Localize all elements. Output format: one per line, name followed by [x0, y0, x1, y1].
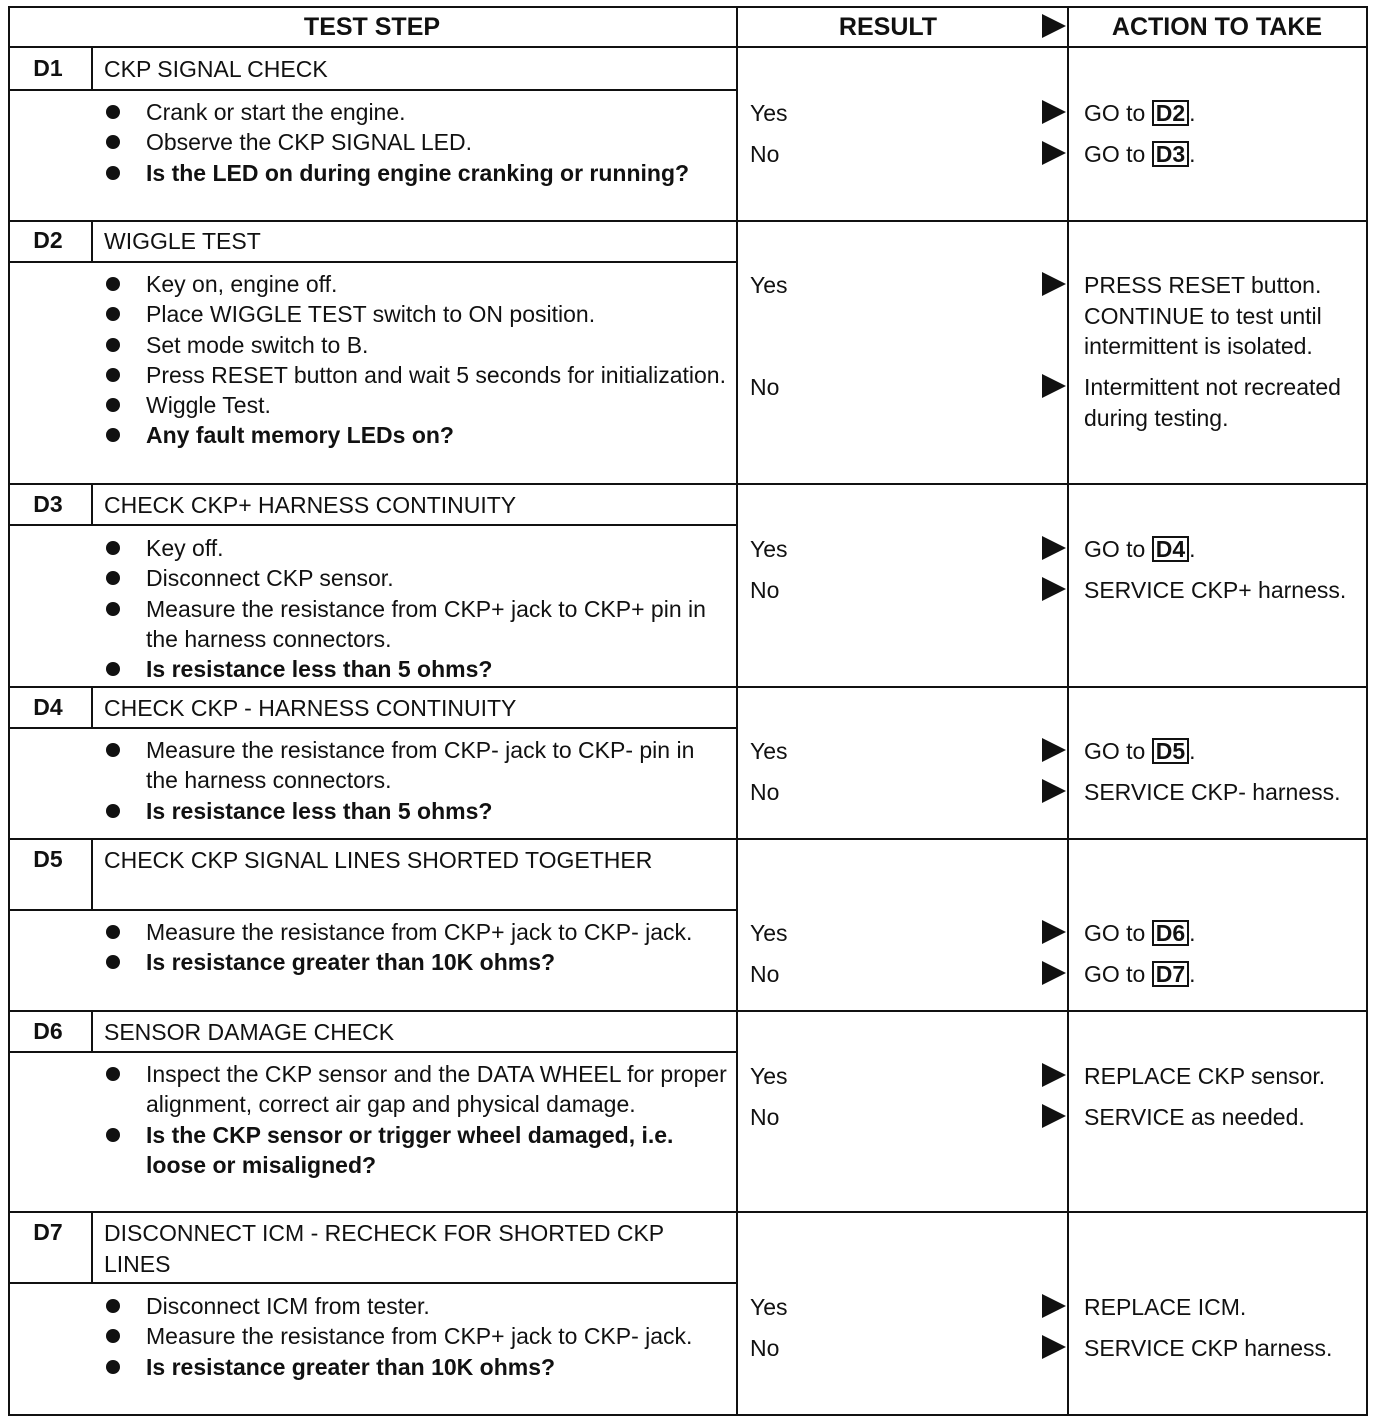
result-no: No	[750, 374, 780, 400]
action-text	[1084, 139, 1366, 170]
step-title: SENSOR DAMAGE CHECK	[104, 1019, 395, 1045]
result-no: No	[750, 779, 780, 805]
action-text	[1084, 98, 1366, 129]
action-punctuation: .	[1189, 536, 1196, 562]
result-arrow-icon	[1042, 141, 1066, 165]
action-text	[1084, 736, 1366, 767]
id-divider	[91, 838, 93, 909]
step-title: CHECK CKP - HARNESS CONTINUITY	[104, 695, 517, 721]
result-no: No	[750, 961, 780, 987]
action-text	[1084, 270, 1366, 362]
header-action: ACTION TO TAKE	[1111, 13, 1323, 41]
action-label: REPLACE CKP sensor.	[1084, 1063, 1326, 1089]
result-arrow-icon	[1042, 536, 1066, 560]
action-label: GO to	[1084, 738, 1152, 764]
result-no: No	[750, 141, 780, 167]
result-arrow-icon	[1042, 738, 1066, 762]
step-instruction: Set mode switch to B.	[100, 330, 732, 360]
step-instruction: Place WIGGLE TEST switch to ON position.	[100, 299, 732, 329]
id-divider	[91, 1010, 93, 1051]
step-title: WIGGLE TEST	[104, 228, 261, 254]
result-arrow-icon	[1042, 920, 1066, 944]
step-instructions	[100, 97, 732, 188]
result-yes: Yes	[750, 1063, 788, 1089]
result-yes: Yes	[750, 272, 788, 298]
title-underline	[8, 1051, 736, 1053]
result-arrow-icon	[1042, 961, 1066, 985]
step-instructions	[100, 533, 732, 684]
step-divider	[8, 1010, 1368, 1012]
result-arrow-icon	[1042, 100, 1066, 124]
action-label: PRESS RESET button. CONTINUE to test until intermittent is isolated.	[1084, 272, 1322, 359]
id-divider	[91, 483, 93, 524]
id-divider	[91, 220, 93, 261]
column-divider-result	[736, 6, 738, 1416]
step-id: D3	[33, 491, 63, 517]
step-title: CHECK CKP SIGNAL LINES SHORTED TOGETHER	[104, 847, 653, 873]
title-underline	[8, 524, 736, 526]
result-yes: Yes	[750, 920, 788, 946]
result-no: No	[750, 577, 780, 603]
id-divider	[91, 48, 93, 89]
step-title: DISCONNECT ICM - RECHECK FOR SHORTED CKP LINES	[104, 1220, 664, 1277]
action-punctuation: .	[1189, 100, 1196, 126]
header-result: RESULT	[838, 13, 938, 41]
result-yes: Yes	[750, 1294, 788, 1320]
result-arrow-icon	[1042, 577, 1066, 601]
step-question: Is resistance less than 5 ohms?	[100, 654, 732, 684]
step-instruction: Wiggle Test.	[100, 390, 732, 420]
title-underline	[8, 261, 736, 263]
step-reference: D5	[1152, 738, 1189, 764]
action-label: SERVICE CKP harness.	[1084, 1335, 1333, 1361]
id-divider	[91, 1211, 93, 1282]
step-instructions	[100, 1291, 732, 1382]
action-label: GO to	[1084, 141, 1152, 167]
title-underline	[8, 1282, 736, 1284]
step-instruction: Press RESET button and wait 5 seconds for initialization.	[100, 360, 732, 390]
step-divider	[8, 483, 1368, 485]
action-label: SERVICE as needed.	[1084, 1104, 1305, 1130]
action-text	[1084, 777, 1366, 808]
result-arrow-icon	[1042, 272, 1066, 296]
step-reference: D3	[1152, 141, 1189, 167]
step-id: D7	[33, 1219, 63, 1245]
step-question: Is resistance greater than 10K ohms?	[100, 1352, 732, 1382]
step-id: D1	[33, 55, 63, 81]
title-underline	[8, 89, 736, 91]
action-label: GO to	[1084, 100, 1152, 126]
title-underline	[8, 909, 736, 911]
step-instructions	[100, 1059, 732, 1180]
action-label: Intermittent not recreated during testing.	[1084, 374, 1341, 431]
step-question: Is the LED on during engine cranking or running?	[100, 158, 732, 188]
action-label: GO to	[1084, 961, 1152, 987]
step-instruction: Measure the resistance from CKP- jack to CKP- pin in the harness connectors.	[100, 735, 732, 796]
action-label: SERVICE CKP- harness.	[1084, 779, 1341, 805]
step-question: Any fault memory LEDs on?	[100, 420, 732, 450]
step-instruction: Crank or start the engine.	[100, 97, 732, 127]
action-label: GO to	[1084, 536, 1152, 562]
step-divider	[8, 686, 1368, 688]
header-rule	[8, 46, 1368, 48]
step-instruction: Inspect the CKP sensor and the DATA WHEEL for proper alignment, correct air gap and physical damage.	[100, 1059, 732, 1120]
header-arrow-icon	[1042, 14, 1066, 38]
action-text	[1084, 534, 1366, 565]
result-arrow-icon	[1042, 374, 1066, 398]
step-instruction: Disconnect ICM from tester.	[100, 1291, 732, 1321]
step-instruction: Measure the resistance from CKP+ jack to CKP- jack.	[100, 1321, 732, 1351]
step-instruction: Key on, engine off.	[100, 269, 732, 299]
step-reference: D7	[1152, 961, 1189, 987]
step-instruction: Disconnect CKP sensor.	[100, 563, 732, 593]
action-punctuation: .	[1189, 961, 1196, 987]
action-text	[1084, 1292, 1366, 1323]
action-text	[1084, 372, 1366, 433]
result-arrow-icon	[1042, 1063, 1066, 1087]
step-instructions	[100, 269, 732, 451]
step-divider	[8, 220, 1368, 222]
action-text	[1084, 918, 1366, 949]
action-text	[1084, 575, 1366, 606]
header-test-step: TEST STEP	[303, 13, 441, 41]
step-reference: D6	[1152, 920, 1189, 946]
action-punctuation: .	[1189, 141, 1196, 167]
table-border-right	[1366, 6, 1368, 1416]
table-border-bottom	[8, 1414, 1368, 1416]
action-label: REPLACE ICM.	[1084, 1294, 1247, 1320]
result-arrow-icon	[1042, 1104, 1066, 1128]
action-label: SERVICE CKP+ harness.	[1084, 577, 1347, 603]
step-question: Is resistance less than 5 ohms?	[100, 796, 732, 826]
result-no: No	[750, 1335, 780, 1361]
step-instructions	[100, 917, 732, 978]
result-arrow-icon	[1042, 779, 1066, 803]
action-punctuation: .	[1189, 920, 1196, 946]
action-punctuation: .	[1189, 738, 1196, 764]
result-arrow-icon	[1042, 1335, 1066, 1359]
action-text	[1084, 1061, 1366, 1092]
step-reference: D2	[1152, 100, 1189, 126]
column-divider-action	[1067, 6, 1069, 1416]
step-instruction: Observe the CKP SIGNAL LED.	[100, 127, 732, 157]
step-instruction: Measure the resistance from CKP+ jack to CKP- jack.	[100, 917, 732, 947]
step-divider	[8, 1211, 1368, 1213]
action-text	[1084, 1333, 1366, 1364]
step-id: D6	[33, 1018, 63, 1044]
step-title: CKP SIGNAL CHECK	[104, 56, 328, 82]
step-instruction: Key off.	[100, 533, 732, 563]
table-border-top	[8, 6, 1368, 8]
step-reference: D4	[1152, 536, 1189, 562]
action-label: GO to	[1084, 920, 1152, 946]
step-instructions	[100, 735, 732, 826]
action-text	[1084, 1102, 1366, 1133]
step-instruction: Measure the resistance from CKP+ jack to CKP+ pin in the harness connectors.	[100, 594, 732, 655]
step-id: D4	[33, 694, 63, 720]
result-arrow-icon	[1042, 1294, 1066, 1318]
result-yes: Yes	[750, 738, 788, 764]
step-id: D2	[33, 227, 63, 253]
action-text	[1084, 959, 1366, 990]
step-question: Is resistance greater than 10K ohms?	[100, 947, 732, 977]
title-underline	[8, 727, 736, 729]
id-divider	[91, 686, 93, 727]
step-question: Is the CKP sensor or trigger wheel damaged, i.e. loose or misaligned?	[100, 1120, 732, 1181]
step-title: CHECK CKP+ HARNESS CONTINUITY	[104, 492, 517, 518]
result-no: No	[750, 1104, 780, 1130]
step-divider	[8, 838, 1368, 840]
result-yes: Yes	[750, 536, 788, 562]
step-id: D5	[33, 846, 63, 872]
result-yes: Yes	[750, 100, 788, 126]
